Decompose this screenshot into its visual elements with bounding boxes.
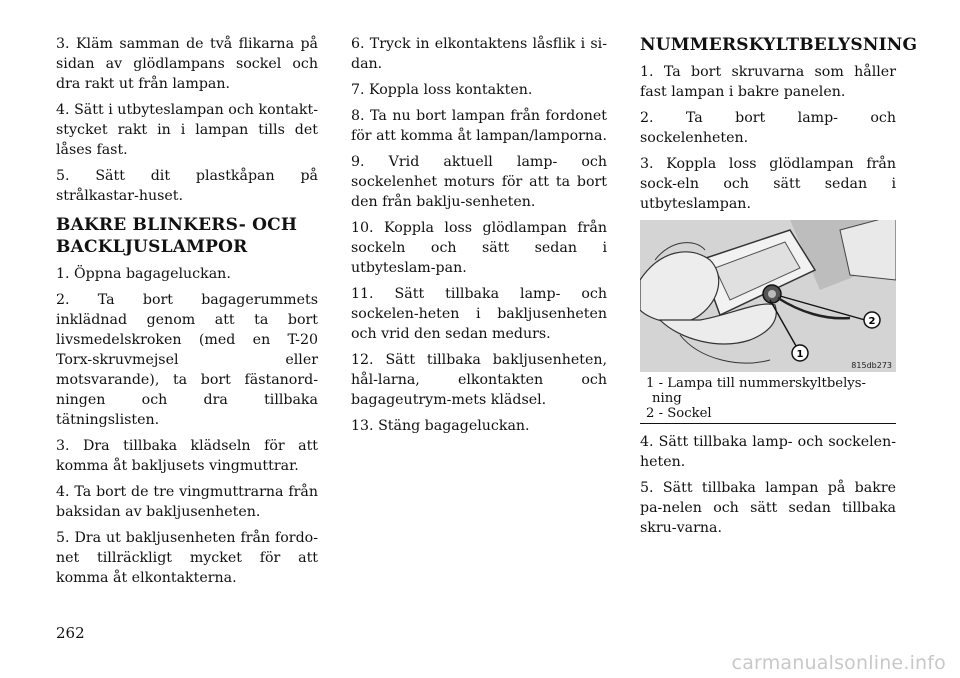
watermark-text: carmanualsonline.info — [731, 652, 946, 674]
step: 7. Koppla loss kontakten. — [351, 82, 533, 98]
step: 2. Ta bort bagagerummets inklädnad genom att ta bort livsmedelskroken (med en T-20 Torx-skruvmejsel eller motsvarande), ta bort fästanord-ningen och dra tillbaka tätningslisten. — [56, 292, 318, 428]
license-lamp-illustration — [640, 220, 896, 372]
section-heading-rear-lamps — [56, 214, 318, 258]
step: 8. Ta nu bort lampan från fordonet för att komma åt lampan/lamporna. — [351, 108, 608, 144]
step: 11. Sätt tillbaka lamp- och sockelen-heten i bakljusenheten och vrid den sedan medurs. — [351, 286, 607, 342]
step: 1. Öppna bagageluckan. — [56, 266, 231, 282]
paragraph: 4. Sätt i utbyteslampan och kontakt-stycket rakt in i lampan tills det låses fast. — [56, 102, 318, 158]
step: 9. Vrid aktuell lamp- och sockelenhet moturs för att ta bort den från baklju-senheten. — [351, 154, 607, 210]
column-left — [56, 34, 318, 594]
step: 2. Ta bort lamp- och sockelenheten. — [640, 110, 896, 146]
step: 1. Ta bort skruvarna som håller fast lampan i bakre panelen. — [640, 64, 896, 100]
section-heading-license-plate: NUMMERSKYLTBELYSNING — [640, 35, 918, 55]
caption-line: 1 - Lampa till nummerskyltbelys- — [646, 376, 866, 391]
caption-divider — [640, 423, 896, 424]
caption-line: 2 - Sockel — [646, 406, 712, 421]
heading-line: BACKLJUSLAMPOR — [56, 237, 248, 257]
step: 4. Sätt tillbaka lamp- och sockelen-heten. — [640, 434, 896, 470]
step: 4. Ta bort de tre vingmuttrarna från baksidan av bakljusenheten. — [56, 484, 318, 520]
step: 3. Dra tillbaka klädseln för att komma åt bakljusets vingmuttrar. — [56, 438, 318, 474]
figure-caption — [640, 372, 896, 421]
page-number: 262 — [56, 624, 85, 642]
caption-line: ning — [652, 391, 682, 406]
paragraph: 5. Sätt dit plastkåpan på strålkastar-huset. — [56, 168, 318, 204]
step: 10. Koppla loss glödlampan från sockeln och sätt sedan i utbyteslam-pan. — [351, 220, 607, 276]
step: 13. Stäng bagageluckan. — [351, 418, 530, 434]
callout-1: 1 — [796, 349, 804, 360]
figure-code: 815db273 — [851, 361, 892, 370]
step: 5. Sätt tillbaka lampan på bakre pa-nelen och sätt sedan tillbaka skru-varna. — [640, 480, 896, 536]
column-right — [640, 34, 918, 544]
step: 5. Dra ut bakljusenheten från fordo-net tillräckligt mycket för att komma åt elkontakterna. — [56, 530, 318, 586]
heading-line: BAKRE BLINKERS- OCH — [56, 215, 298, 235]
step: 3. Koppla loss glödlampan från sock-eln och sätt sedan i utbyteslampan. — [640, 156, 896, 212]
callout-2: 2 — [868, 316, 876, 327]
paragraph: 3. Kläm samman de två flikarna på sidan av glödlampans sockel och dra rakt ut från lampan. — [56, 36, 318, 92]
step: 6. Tryck in elkontaktens låsflik i si-dan. — [351, 36, 607, 72]
column-middle — [351, 34, 607, 442]
lamp-photo-drawing — [640, 220, 896, 372]
step: 12. Sätt tillbaka bakljusenheten, hål-larna, elkontakten och bagageutrym-mets klädsel. — [351, 352, 607, 408]
